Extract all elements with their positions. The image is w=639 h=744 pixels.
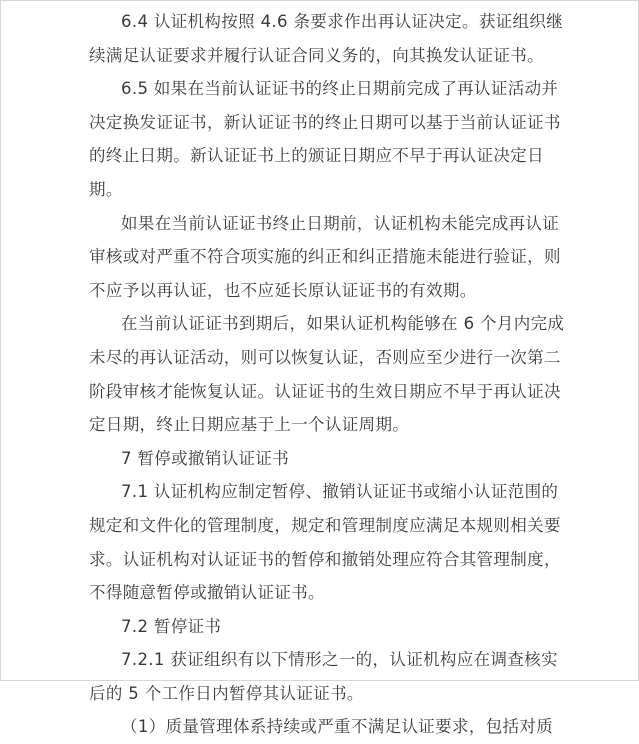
text-line: 规定和文件化的管理制度，规定和管理制度应满足本规则相关要 [89, 515, 561, 535]
text-line: 在当前认证证书到期后，如果认证机构能够在 6 个月内完成 [121, 314, 565, 334]
text-line: 7.1 认证机构应制定暂停、撤销认证证书或缩小认证范围的 [121, 482, 559, 502]
text-line: 如果在当前认证证书终止日期前，认证机构未能完成再认证 [121, 213, 560, 233]
text-line: 求。认证机构对认证证书的暂停和撤销处理应符合其管理制度， [89, 549, 561, 569]
text-line: 不应予以再认证，也不应延长原认证证书的有效期。 [89, 280, 477, 300]
text-line: 未尽的再认证活动，则可以恢复认证，否则应至少进行一次第二 [89, 347, 561, 367]
text-line: （1）质量管理体系持续或严重不满足认证要求，包括对质 [121, 717, 554, 737]
text-line: 6.4 认证机构按照 4.6 条要求作出再认证决定。获证组织继 [121, 12, 564, 31]
text-line: 后的 5 个工作日内暂停其认证证书。 [89, 683, 364, 703]
text-line: 阶段审核才能恢复认证。认证证书的生效日期应不早于再认证决 [89, 381, 561, 401]
text-line: 期。 [89, 179, 123, 199]
text-line: 6.5 如果在当前认证证书的终止日期前完成了再认证活动并 [121, 79, 559, 99]
text-line: 的终止日期。新认证证书上的颁证日期应不早于再认证决定日 [89, 146, 544, 166]
text-line: 不得随意暂停或撤销认证证书。 [89, 583, 325, 603]
text-line: 7.2.1 获证组织有以下情形之一的，认证机构应在调查核实 [121, 650, 558, 670]
text-line: 7 暂停或撤销认证证书 [121, 448, 290, 468]
text-line: 定日期，终止日期应基于上一个认证周期。 [89, 415, 410, 435]
text-line: 审核或对严重不符合项实施的纠正和纠正措施未能进行验证，则 [89, 247, 561, 267]
text-line: 决定换发证证书，新认证证书的终止日期可以基于当前认证证书 [89, 112, 561, 132]
document-body [89, 5, 581, 744]
text-line: 7.2 暂停证书 [121, 616, 222, 636]
text-line: 续满足认证要求并履行认证合同义务的，向其换发认证证书。 [89, 45, 544, 65]
